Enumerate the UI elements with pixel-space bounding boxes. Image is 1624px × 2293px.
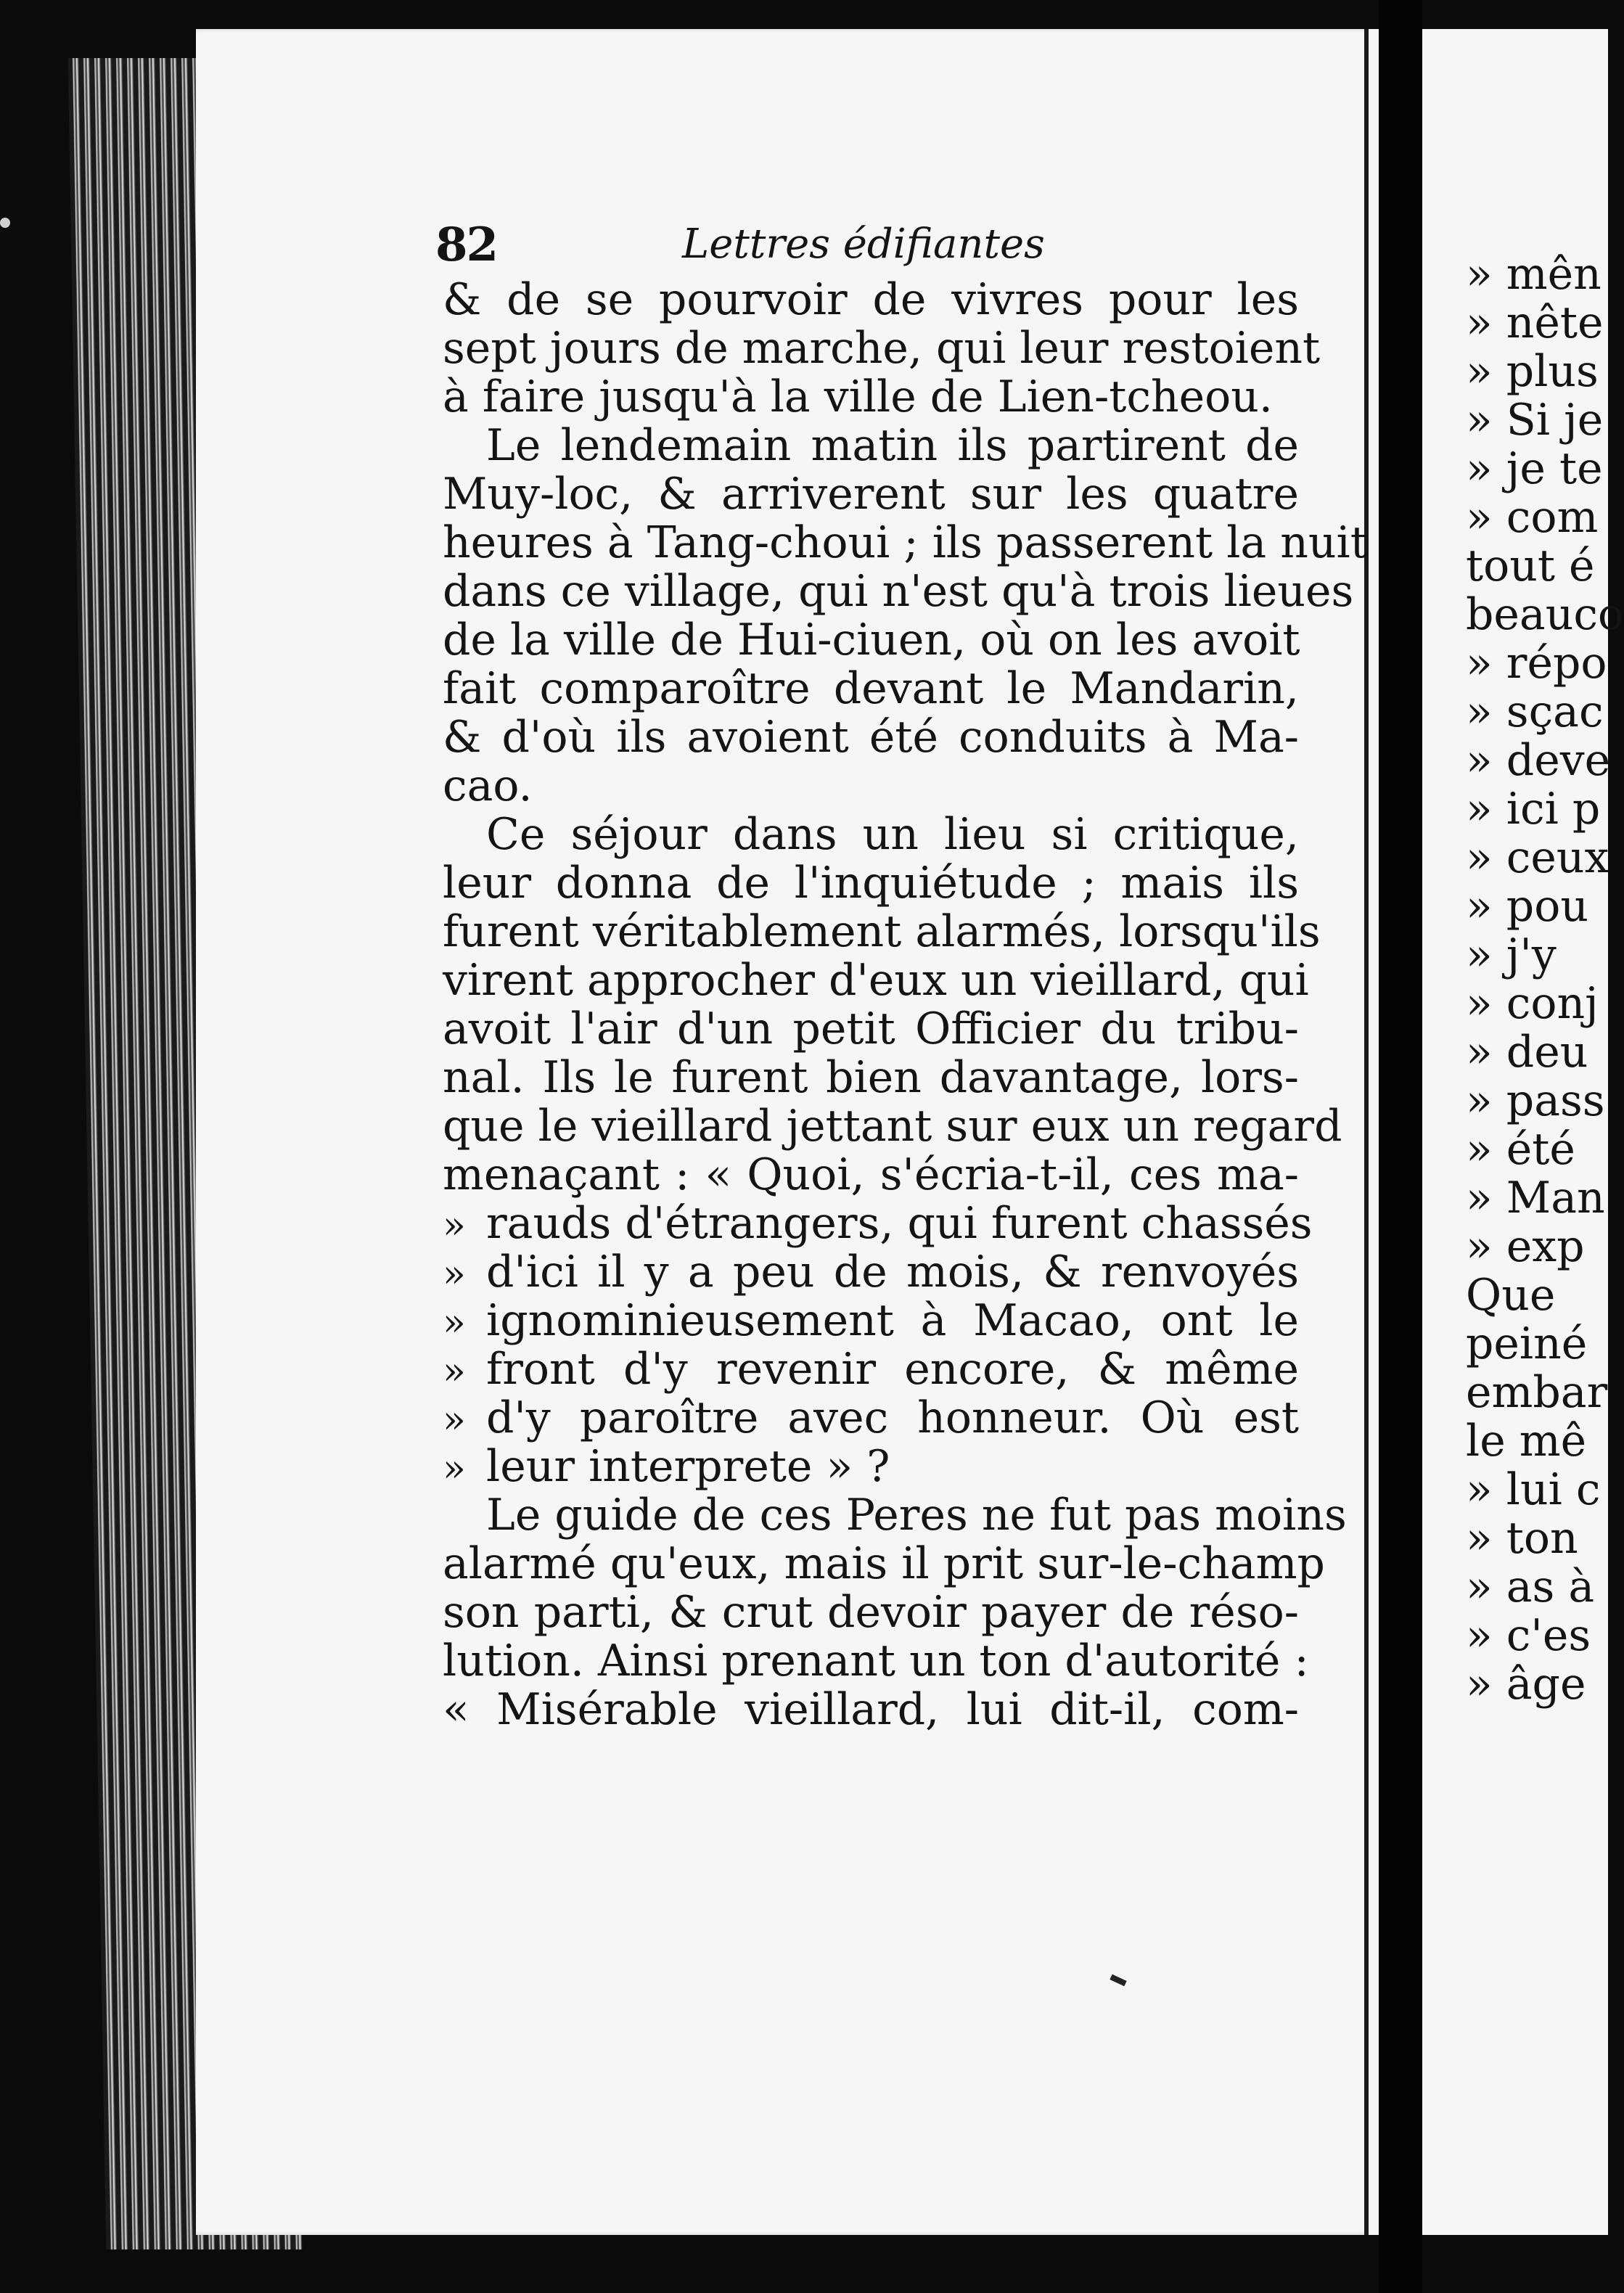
quote-mark: »: [443, 1252, 466, 1296]
text-line-content: Muy-loc, & arriverent sur les quatre: [443, 469, 1299, 520]
right-page-line: » pass: [1466, 1075, 1605, 1126]
text-line: [443, 762, 1299, 811]
text-line: [443, 665, 1299, 713]
text-line: [443, 323, 1321, 374]
right-page-line: le mê: [1466, 1416, 1587, 1467]
right-page-line: » deve: [1466, 735, 1611, 786]
text-line: [443, 1588, 1299, 1637]
text-line: [443, 517, 1368, 568]
right-page-line: peiné: [1466, 1318, 1588, 1369]
text-line: [443, 713, 1299, 762]
text-line: [443, 276, 1299, 324]
right-page-line: » ceux: [1466, 832, 1609, 883]
right-page-line: » conj: [1466, 978, 1599, 1029]
text-line: [443, 1005, 1299, 1054]
scan-dust: [0, 218, 10, 228]
right-page-line: embar: [1466, 1367, 1608, 1418]
text-line: [443, 1198, 1313, 1249]
text-line-content: à faire jusqu'à la ville de Lien-tcheou.: [443, 372, 1273, 422]
quote-mark: »: [443, 1447, 466, 1490]
text-line-content: nal. Ils le furent bien davantage, lors-: [443, 1052, 1299, 1103]
text-line: [443, 811, 1299, 859]
text-line-content: « Misérable vieillard, lui dit-il, com-: [443, 1684, 1299, 1735]
text-line-content: leur interprete » ?: [486, 1441, 890, 1492]
text-line-content: & d'où ils avoient été conduits à Ma-: [443, 712, 1299, 763]
right-page-line: » âge: [1466, 1659, 1586, 1710]
text-line: [443, 373, 1299, 422]
text-line-content: & de se pourvoir de vivres pour les: [443, 274, 1299, 325]
right-page-line: » ton: [1466, 1513, 1578, 1564]
text-line-content: cao.: [443, 760, 533, 811]
text-line-content: Ce séjour dans un lieu si critique,: [486, 809, 1299, 860]
text-line-content: Le lendemain matin ils partirent de: [486, 420, 1299, 471]
right-page-line: » mên: [1466, 249, 1602, 300]
text-line: [443, 1248, 1299, 1297]
right-page-line: beauco: [1466, 589, 1624, 640]
text-line-content: avoit l'air d'un petit Officier du tribu-: [443, 1004, 1299, 1054]
text-line: [443, 1636, 1309, 1686]
right-page-line: » sçac: [1466, 686, 1604, 737]
right-page-line: » c'es: [1466, 1610, 1591, 1661]
right-page-line: » pou: [1466, 881, 1588, 932]
text-line-content: son parti, & crut devoir payer de réso-: [443, 1587, 1299, 1638]
text-line: [443, 422, 1299, 470]
text-line-content: d'ici il y a peu de mois, & renvoyés: [486, 1247, 1299, 1297]
right-page-line: » été: [1466, 1124, 1575, 1175]
running-title: Lettres édifiantes: [682, 221, 1045, 268]
right-page-line: » exp: [1466, 1221, 1585, 1272]
text-line: [443, 616, 1299, 665]
text-line-content: furent véritablement alarmés, lorsqu'ils: [443, 906, 1321, 957]
right-page-line: » lui c: [1466, 1464, 1601, 1515]
text-line-content: virent approcher d'eux un vieillard, qui: [443, 955, 1309, 1006]
book-gutter: [1379, 0, 1422, 2293]
text-line-content: fait comparoître devant le Mandarin,: [443, 663, 1299, 714]
text-line: [443, 1054, 1299, 1102]
text-line-content: ignominieusement à Macao, ont le: [486, 1295, 1299, 1346]
text-line-content: de la ville de Hui-ciuen, où on les avoit: [443, 615, 1300, 665]
right-page-line: » com: [1466, 492, 1599, 543]
right-page-line: tout é: [1466, 541, 1595, 591]
text-line-content: heures à Tang-choui ; ils passerent la nuit: [443, 517, 1368, 568]
right-page-line: » ici p: [1466, 784, 1601, 834]
text-line: [443, 1686, 1299, 1734]
quote-mark: »: [443, 1301, 466, 1345]
quote-mark: »: [443, 1204, 466, 1247]
main-text-block: [443, 274, 1368, 1735]
text-line: [443, 1297, 1299, 1345]
right-page-line: » Man: [1466, 1173, 1605, 1223]
quote-mark: »: [443, 1350, 466, 1393]
text-line-content: front d'y revenir encore, & même: [486, 1344, 1299, 1395]
text-line-content: que le vieillard jettant sur eux un regard: [443, 1101, 1342, 1152]
right-page-text-block: [1466, 249, 1624, 1710]
text-line: [443, 906, 1321, 957]
text-line: [443, 1345, 1299, 1394]
text-line-content: sept jours de marche, qui leur restoient: [443, 323, 1321, 374]
text-line-content: Le guide de ces Peres ne fut pas moins: [486, 1490, 1347, 1541]
right-page-line: Que: [1466, 1270, 1556, 1321]
right-page-line: » deu: [1466, 1027, 1588, 1078]
right-page-line: » plus: [1466, 346, 1599, 397]
text-line-content: rauds d'étrangers, qui furent chassés: [486, 1198, 1313, 1249]
text-line-content: dans ce village, qui n'est qu'à trois lieues: [443, 566, 1354, 617]
page-number: 82: [435, 218, 498, 272]
text-line-content: leur donna de l'inquiétude ; mais ils: [443, 858, 1299, 908]
text-line-content: menaçant : « Quoi, s'écria-t-il, ces ma-: [443, 1149, 1299, 1200]
right-page-line: » as à: [1466, 1562, 1595, 1612]
text-line-content: lution. Ainsi prenant un ton d'autorité :: [443, 1636, 1309, 1686]
text-line: [443, 1490, 1347, 1541]
right-page-line: » nête: [1466, 298, 1604, 348]
text-line: [443, 470, 1299, 519]
text-line: [443, 1443, 1299, 1491]
right-page-line: » Si je: [1466, 395, 1604, 446]
text-line: [443, 955, 1309, 1006]
text-line: [443, 1151, 1299, 1199]
text-line-content: d'y paroître avec honneur. Où est: [486, 1392, 1299, 1443]
text-line: [443, 1538, 1325, 1589]
right-page-line: » je te: [1466, 443, 1603, 494]
quote-mark: »: [443, 1398, 466, 1442]
page-header: [435, 218, 1270, 276]
text-line-content: alarmé qu'eux, mais il prit sur-le-champ: [443, 1538, 1325, 1589]
text-line: [443, 566, 1354, 617]
right-page-line: » répo: [1466, 638, 1607, 689]
text-line: [443, 1394, 1299, 1443]
text-line: [443, 859, 1299, 908]
text-line: [443, 1101, 1342, 1152]
right-page-line: » j'y: [1466, 930, 1557, 980]
